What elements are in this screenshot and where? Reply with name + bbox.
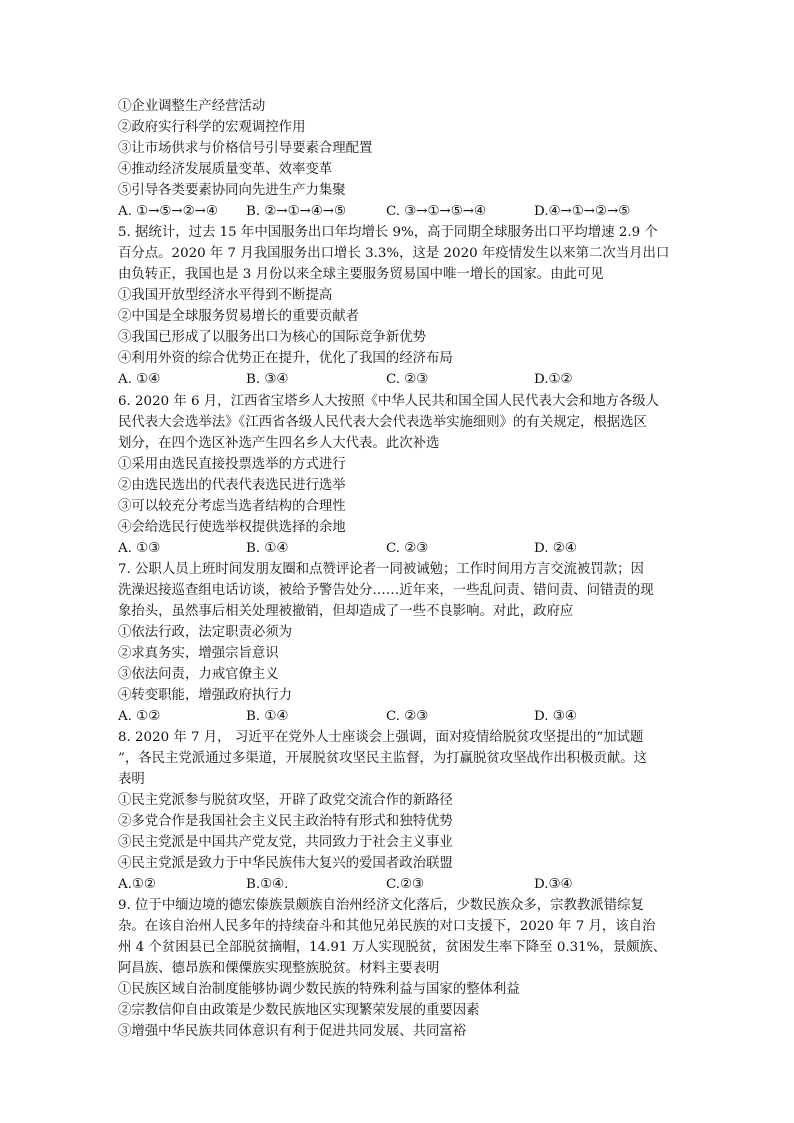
text-line: ①依法行政，法定职责必须为 xyxy=(118,625,293,640)
text-line: 表明 xyxy=(118,772,145,787)
text-line: ②中国是全球服务贸易增长的重要贡献者 xyxy=(118,309,360,324)
option-d: D. ③④ xyxy=(534,709,577,724)
option-d: D.①② xyxy=(534,372,573,387)
text-line: ①我国开放型经济水平得到不断提高 xyxy=(118,288,333,303)
option-a: A. ①② xyxy=(118,709,161,724)
option-a: A. ①④ xyxy=(118,372,161,387)
question-8-stem: 8. 2020 年 7 月， 习近平在党外人士座谈会上强调，面对疫情给脱贫攻坚提出的“加试题 xyxy=(118,730,644,745)
option-b: B.①④. xyxy=(246,877,289,892)
text-line: ③可以较充分考虑当选者结构的合理性 xyxy=(118,499,346,514)
text-line: ④民主党派是致力于中华民族伟大复兴的爱国者政治联盟 xyxy=(118,856,453,871)
option-b: B. ②→①→④→⑤ xyxy=(246,204,347,219)
text-line: 划分，在四个选区补选产生四名乡人大代表。此次补选 xyxy=(118,436,440,451)
text-line: ②政府实行科学的宏观调控作用 xyxy=(118,120,306,135)
option-c: C. ③→①→⑤→④ xyxy=(386,204,486,219)
option-c: C.②③ xyxy=(386,877,425,892)
text-line: 洗澡迟接巡查组电话访谈，被给予警告处分……近年来，一些乱问责、错问责、问错责的现 xyxy=(118,583,654,598)
question-5-stem: 5. 据统计，过去 15 年中国服务出口年均增长 9%，高于同期全球服务出口平均增速 2.9 个 xyxy=(118,225,658,240)
text-line: ③增强中华民族共同体意识有利于促进共同发展、共同富裕 xyxy=(118,1024,467,1039)
answer-options xyxy=(118,707,678,727)
option-c: C. ②③ xyxy=(386,709,429,724)
option-a: A. ①→⑤→②→④ xyxy=(118,204,218,219)
answer-options xyxy=(118,370,678,390)
question-7-stem: 7. 公职人员上班时间发朋友圈和点赞评论者一同被诫勉；工作时间用方言交流被罚款；因 xyxy=(118,562,644,577)
option-c: C. ②③ xyxy=(386,541,429,556)
text-line: ③让市场供求与价格信号引导要素合理配置 xyxy=(118,141,373,156)
option-a: A.①② xyxy=(118,877,156,892)
text-line: 百分点。2020 年 7 月我国服务出口增长 3.3%，这是 2020 年疫情发生以来第二次当月出口 xyxy=(118,246,670,261)
option-d: D.④→①→②→⑤ xyxy=(534,204,631,219)
option-b: B. ①④ xyxy=(246,541,289,556)
option-d: D. ②④ xyxy=(534,541,577,556)
text-line: ⑤引导各类要素协同向先进生产力集聚 xyxy=(118,183,346,198)
text-line: 由负转正，我国也是 3 月份以来全球主要服务贸易国中唯一增长的国家。由此可见 xyxy=(118,267,604,282)
text-line: 州 4 个贫困县已全部脱贫摘帽，14.91 万人实现脱贫，贫困发生率下降至 0.31%，景颇族、 xyxy=(118,940,667,955)
option-d: D.③④ xyxy=(534,877,573,892)
answer-options xyxy=(118,875,678,895)
text-line: 阿昌族、德昂族和傈僳族实现整族脱贫。材料主要表明 xyxy=(118,961,440,976)
option-b: B. ③④ xyxy=(246,372,289,387)
text-line: ”，各民主党派通过多渠道，开展脱贫攻坚民主监督，为打赢脱贫攻坚战作出积极贡献。这 xyxy=(118,751,648,766)
option-a: A. ①③ xyxy=(118,541,161,556)
text-line: ②多党合作是我国社会主义民主政治特有形式和独特优势 xyxy=(118,814,453,829)
question-6-stem: 6. 2020 年 6 月，江西省宝塔乡人大按照《中华人民共和国全国人民代表大会和地方各级人 xyxy=(118,394,660,409)
text-line: ③民主党派是中国共产党友党，共同致力于社会主义事业 xyxy=(118,835,453,850)
text-line: ①企业调整生产经营活动 xyxy=(118,99,266,114)
text-line: ①民族区域自治制度能够协调少数民族的特殊利益与国家的整体利益 xyxy=(118,982,520,997)
answer-options xyxy=(118,202,678,222)
option-c: C. ②③ xyxy=(386,372,429,387)
option-b: B. ①④ xyxy=(246,709,289,724)
text-line: ④会给选民行使选举权提供选择的余地 xyxy=(118,520,346,535)
text-line: ④利用外资的综合优势正在提升，优化了我国的经济布局 xyxy=(118,351,453,366)
text-line: ④转变职能，增强政府执行力 xyxy=(118,688,293,703)
answer-options xyxy=(118,539,678,559)
text-line: 杂。在该自治州人民多年的持续奋斗和其他兄弟民族的对口支援下，2020 年 7 月，该自治 xyxy=(118,919,656,934)
text-line: ③我国已形成了以服务出口为核心的国际竞争新优势 xyxy=(118,330,426,345)
text-line: ①民主党派参与脱贫攻坚，开辟了政党交流合作的新路径 xyxy=(118,793,453,808)
text-line: ①采用由选民直接投票选举的方式进行 xyxy=(118,457,346,472)
text-line: 民代表大会选举法》《江西省各级人民代表大会代表选举实施细则》的有关规定，根据选区 xyxy=(118,415,647,430)
text-line: ②求真务实，增强宗旨意识 xyxy=(118,646,279,661)
text-line: ④推动经济发展质量变革、效率变革 xyxy=(118,162,333,177)
text-line: ③依法问责，力戒官僚主义 xyxy=(118,667,279,682)
text-line: ②宗教信仰自由政策是少数民族地区实现繁荣发展的重要因素 xyxy=(118,1003,480,1018)
text-line: 象抬头，虽然事后相关处理被撤销，但却造成了一些不良影响。对此，政府应 xyxy=(118,604,574,619)
text-line: ②由选民选出的代表代表选民进行选举 xyxy=(118,478,346,493)
question-9-stem: 9. 位于中缅边境的德宏傣族景颇族自治州经济文化落后，少数民族众多，宗教教派错综复 xyxy=(118,898,644,913)
